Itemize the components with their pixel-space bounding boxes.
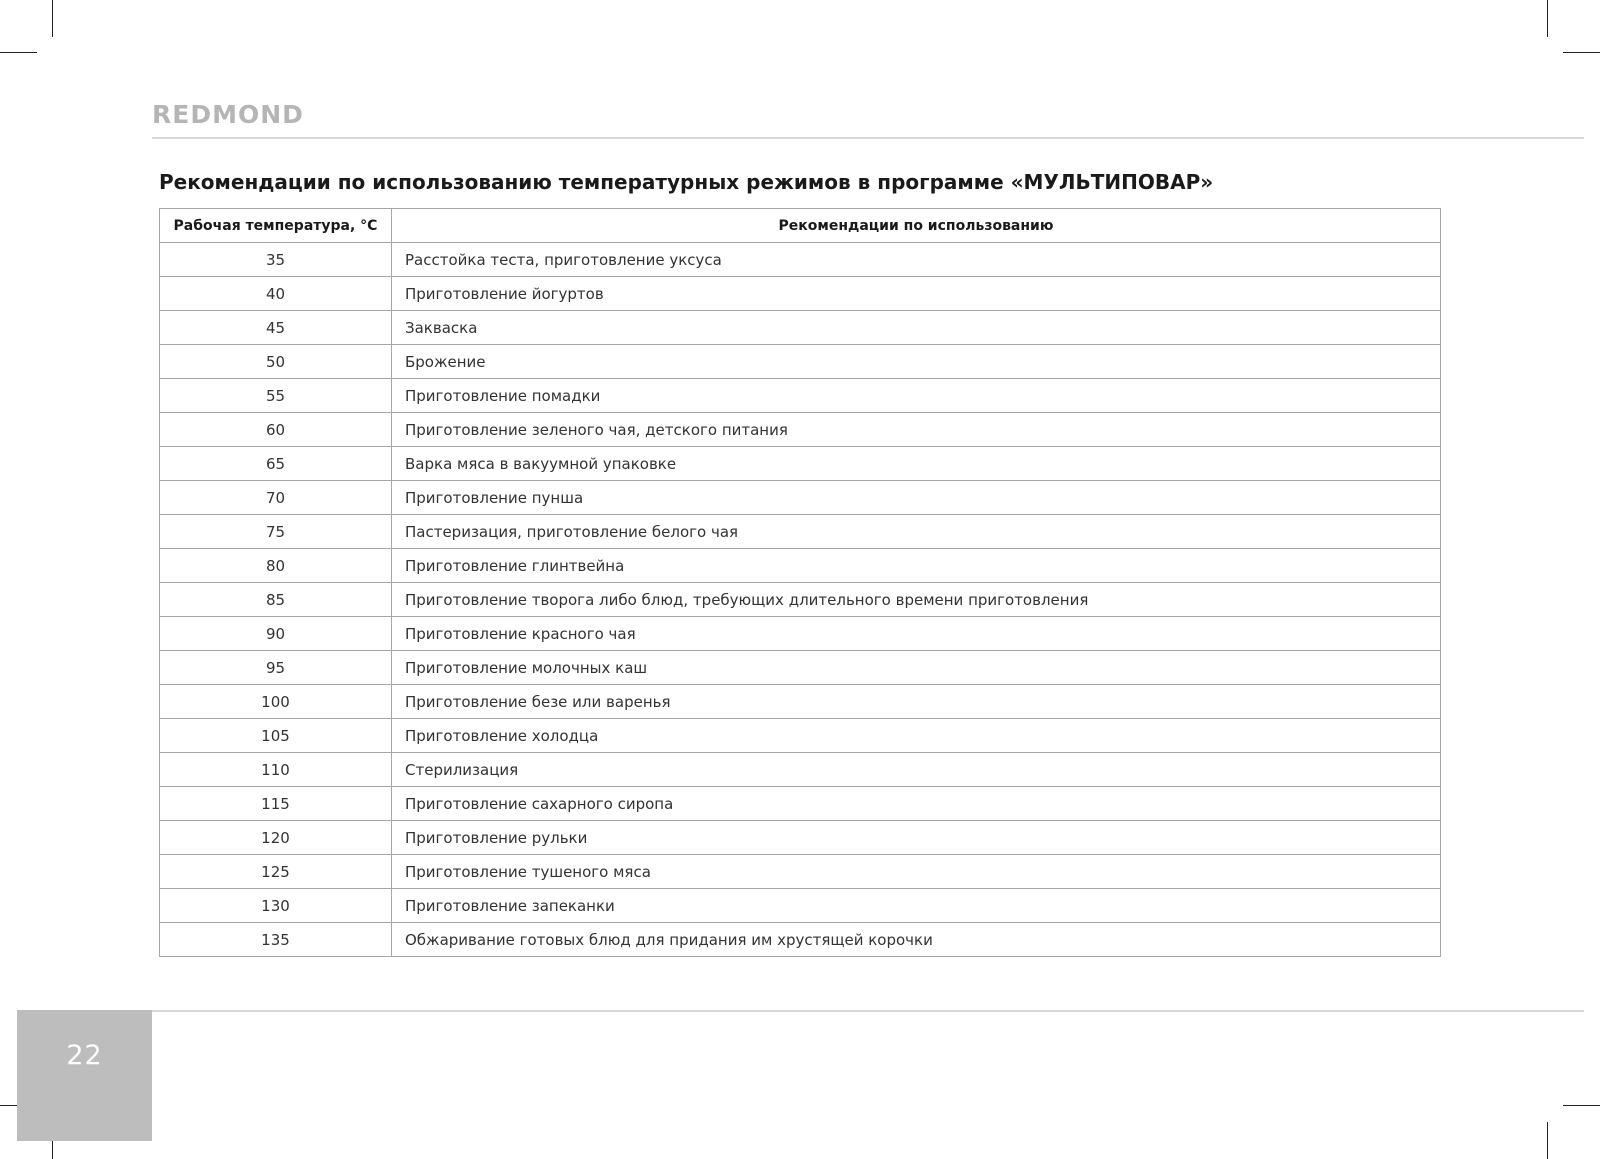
- recommendation-cell: Приготовление сахарного сиропа: [392, 787, 1441, 821]
- column-header-recommendation: Рекомендации по использованию: [392, 209, 1441, 243]
- temperature-cell: 65: [160, 447, 392, 481]
- temperature-cell: 60: [160, 413, 392, 447]
- page-number: 22: [66, 1040, 103, 1071]
- crop-mark: [1563, 52, 1600, 53]
- table-row: [160, 515, 1441, 549]
- recommendation-cell: Приготовление пунша: [392, 481, 1441, 515]
- column-header-temperature: Рабочая температура, °С: [160, 209, 392, 243]
- table-header-row: [160, 209, 1441, 243]
- temperature-cell: 45: [160, 311, 392, 345]
- recommendation-cell: Приготовление холодца: [392, 719, 1441, 753]
- temperature-cell: 50: [160, 345, 392, 379]
- temperature-cell: 95: [160, 651, 392, 685]
- table-row: [160, 345, 1441, 379]
- crop-mark: [1547, 0, 1548, 37]
- table-row: [160, 651, 1441, 685]
- recommendation-cell: Приготовление творога либо блюд, требующих длительного времени приготовления: [392, 583, 1441, 617]
- temperature-cell: 85: [160, 583, 392, 617]
- recommendation-cell: Приготовление молочных каш: [392, 651, 1441, 685]
- recommendation-cell: Варка мяса в вакуумной упаковке: [392, 447, 1441, 481]
- temperature-cell: 130: [160, 889, 392, 923]
- table-row: [160, 889, 1441, 923]
- recommendation-cell: Приготовление глинтвейна: [392, 549, 1441, 583]
- table-row: [160, 243, 1441, 277]
- table-row: [160, 481, 1441, 515]
- temperature-cell: 110: [160, 753, 392, 787]
- table-row: [160, 549, 1441, 583]
- temperature-cell: 90: [160, 617, 392, 651]
- table-row: [160, 685, 1441, 719]
- page-number-tab: [17, 1010, 152, 1141]
- page-title: Рекомендации по использованию температурных режимов в программе «МУЛЬТИПОВАР»: [159, 170, 1214, 194]
- recommendation-cell: Обжаривание готовых блюд для придания им хрустящей корочки: [392, 923, 1441, 957]
- temperature-cell: 105: [160, 719, 392, 753]
- crop-mark: [1563, 1105, 1600, 1106]
- brand-logo: REDMOND: [152, 100, 304, 129]
- recommendation-cell: Приготовление зеленого чая, детского питания: [392, 413, 1441, 447]
- temperature-recommendations-table: [159, 208, 1441, 957]
- temperature-cell: 35: [160, 243, 392, 277]
- temperature-cell: 55: [160, 379, 392, 413]
- table-row: [160, 447, 1441, 481]
- recommendation-cell: Расстойка теста, приготовление уксуса: [392, 243, 1441, 277]
- table-row: [160, 719, 1441, 753]
- recommendation-cell: Приготовление йогуртов: [392, 277, 1441, 311]
- temperature-cell: 70: [160, 481, 392, 515]
- temperature-cell: 115: [160, 787, 392, 821]
- temperature-cell: 125: [160, 855, 392, 889]
- table-row: [160, 753, 1441, 787]
- temperature-cell: 80: [160, 549, 392, 583]
- table-row: [160, 787, 1441, 821]
- recommendation-cell: Стерилизация: [392, 753, 1441, 787]
- temperature-cell: 120: [160, 821, 392, 855]
- recommendation-cell: Закваска: [392, 311, 1441, 345]
- recommendation-cell: Приготовление безе или варенья: [392, 685, 1441, 719]
- table-row: [160, 923, 1441, 957]
- footer-divider: [152, 1010, 1584, 1012]
- recommendation-cell: Приготовление помадки: [392, 379, 1441, 413]
- recommendation-cell: Приготовление рульки: [392, 821, 1441, 855]
- temperature-cell: 100: [160, 685, 392, 719]
- table-row: [160, 617, 1441, 651]
- table-row: [160, 379, 1441, 413]
- table-row: [160, 855, 1441, 889]
- recommendation-cell: Приготовление красного чая: [392, 617, 1441, 651]
- crop-mark: [1547, 1122, 1548, 1159]
- table-row: [160, 583, 1441, 617]
- header-divider: [152, 137, 1584, 139]
- crop-mark: [0, 52, 37, 53]
- recommendation-cell: Брожение: [392, 345, 1441, 379]
- table-row: [160, 277, 1441, 311]
- temperature-cell: 75: [160, 515, 392, 549]
- temperature-cell: 135: [160, 923, 392, 957]
- recommendation-cell: Пастеризация, приготовление белого чая: [392, 515, 1441, 549]
- table-row: [160, 413, 1441, 447]
- crop-mark: [52, 0, 53, 37]
- temperature-cell: 40: [160, 277, 392, 311]
- recommendation-cell: Приготовление запеканки: [392, 889, 1441, 923]
- recommendation-cell: Приготовление тушеного мяса: [392, 855, 1441, 889]
- table-row: [160, 311, 1441, 345]
- table-row: [160, 821, 1441, 855]
